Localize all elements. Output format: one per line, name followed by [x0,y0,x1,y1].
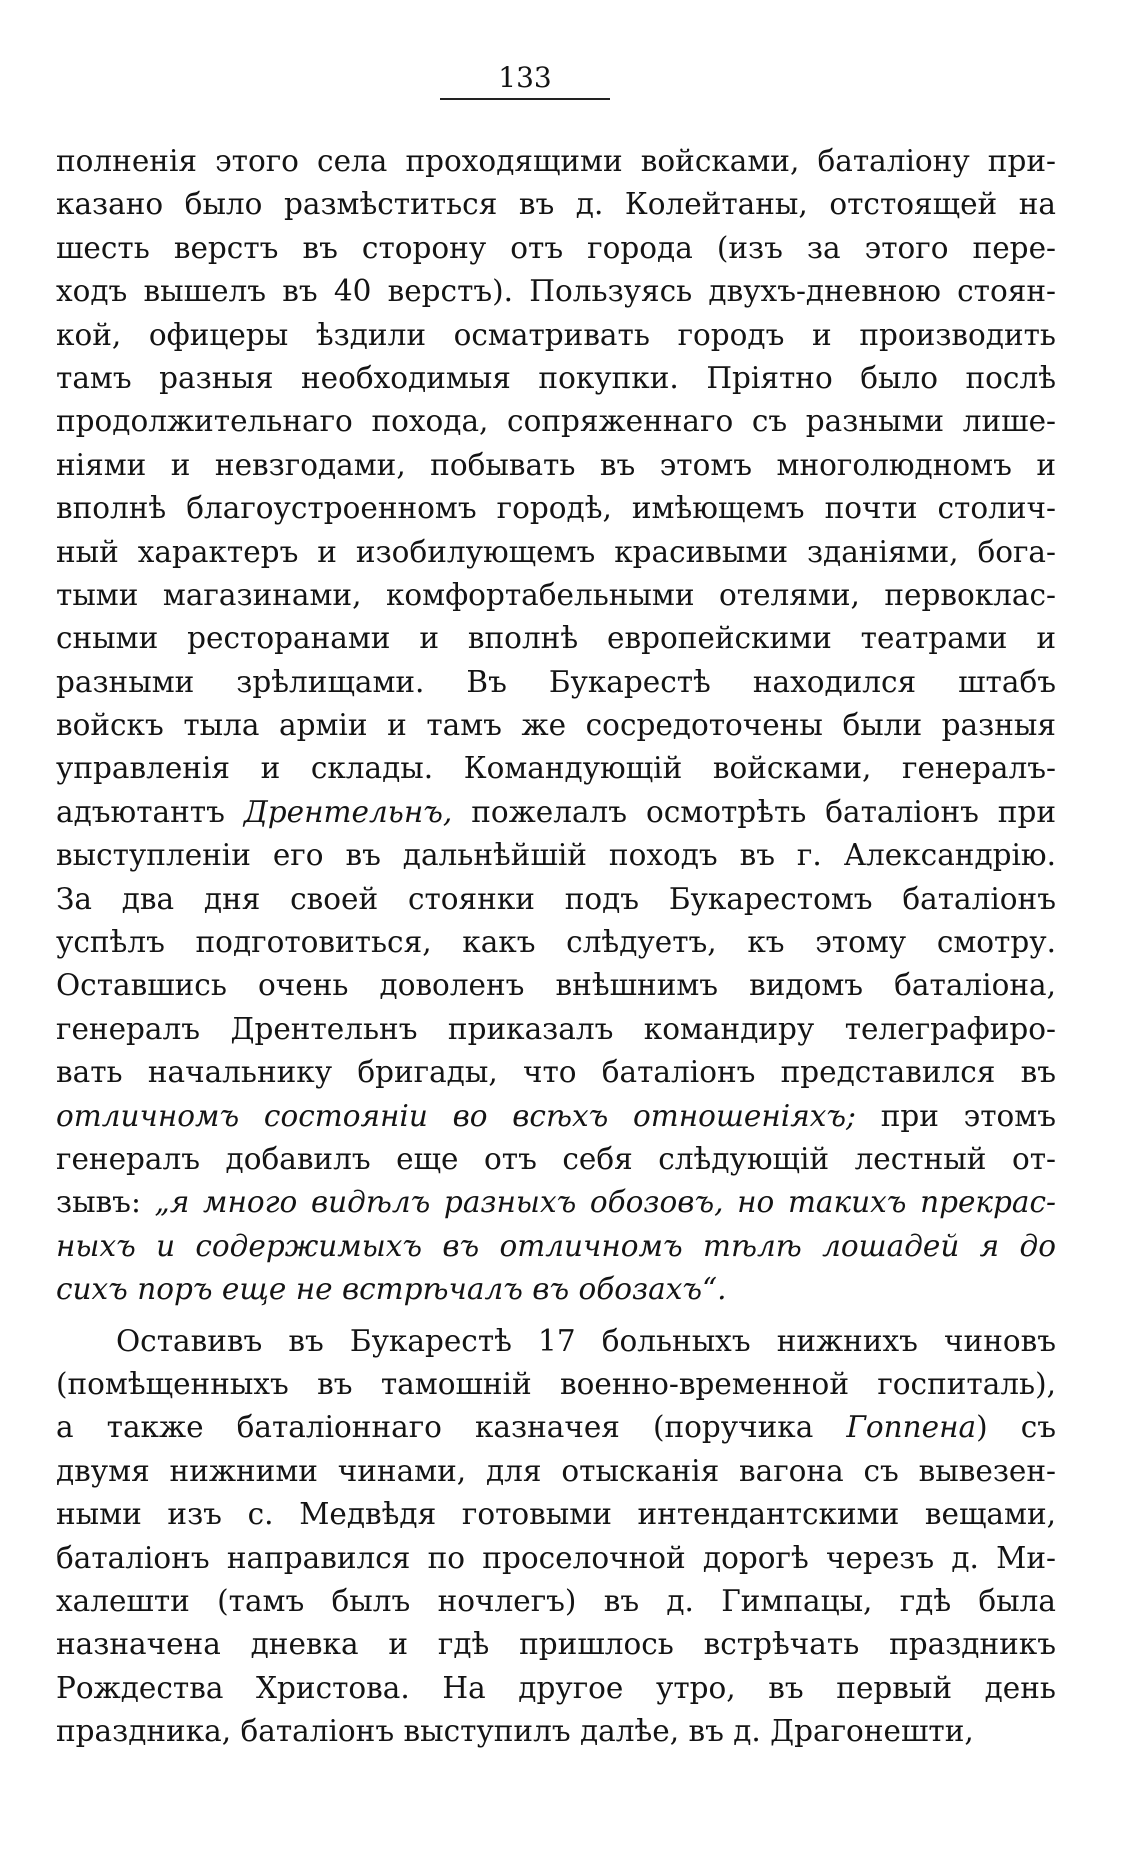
text-segment: полненія этого села проходящими войсками, баталіону при- [56,144,1056,178]
italic-segment: отличномъ состояніи во всѣхъ отношеніяхъ; [56,1098,856,1133]
text-line [56,487,1056,530]
text-line [56,1710,1056,1753]
text-segment: вать начальнику бригады, что баталіонъ представился въ [56,1055,1056,1090]
text-line [56,834,1056,877]
text-line [56,704,1056,747]
text-line [56,1138,1056,1181]
text-line [56,747,1056,790]
text-line [56,400,1056,443]
text-line [56,140,1056,183]
text-line [56,1181,1056,1224]
text-line [56,574,1056,617]
text-line [56,1667,1056,1710]
text-segment: зывъ: [56,1185,155,1220]
text-line [56,1493,1056,1536]
text-segment: ніями и невзгодами, побывать въ этомъ многолюдномъ и [56,447,1056,482]
text-line [56,1580,1056,1623]
text-segment: а также баталіоннаго казначея (поручика [56,1410,847,1445]
text-line [56,1095,1056,1138]
header-rule [440,98,610,100]
text-segment: тамъ разныя необходимыя покупки. Пріятно было послѣ [56,360,1056,395]
text-segment: сными ресторанами и вполнѣ европейскими театрами и [56,621,1056,656]
text-line [56,314,1056,357]
text-segment: продолжительнаго похода, сопряженнаго съ разными лише- [56,404,1056,439]
italic-segment: Дрентельнъ, [243,794,453,829]
text-line [56,878,1056,921]
text-segment: ными изъ с. Медвѣдя готовыми интендантскими вещами, [56,1497,1056,1532]
page-header [440,60,610,100]
text-line [56,1225,1056,1268]
italic-segment: Гоппена [846,1410,977,1445]
text-segment: За два дня своей стоянки подъ Букарестомъ баталіонъ [56,881,1056,916]
text-segment: успѣлъ подготовиться, какъ слѣдуетъ, къ этому смотру. [56,925,1056,960]
text-segment: баталіонъ направился по проселочной дорогѣ черезъ д. Ми- [56,1540,1056,1575]
text-line [56,1363,1056,1406]
text-segment: пожелалъ осмотрѣть баталіонъ при [452,794,1056,829]
italic-segment: сихъ поръ еще не встрѣчалъ въ обозахъ“. [56,1272,727,1307]
page-number: 133 [498,61,552,94]
text-line [56,1406,1056,1449]
text-line [56,1051,1056,1094]
text-segment: назначена дневка и гдѣ пришлось встрѣчать праздникъ [56,1627,1056,1662]
text-line [56,227,1056,270]
text-line [56,1537,1056,1580]
text-segment: халешти (тамъ былъ ночлегъ) въ д. Гимпацы, гдѣ была [56,1583,1056,1618]
text-segment: управленія и склады. Командующій войсками, генералъ- [56,751,1056,786]
text-segment: выступленіи его въ дальнѣйшій походъ въ г. Александрію. [56,838,1056,873]
text-line [56,1450,1056,1493]
text-line [56,1320,1056,1363]
italic-segment: ныхъ и содержимыхъ въ отличномъ тѣлѣ лошадей я до [56,1228,1056,1263]
italic-segment: „я много видѣлъ разныхъ обозовъ, но такихъ прекрас- [154,1185,1056,1220]
text-segment: праздника, баталіонъ выступилъ далѣе, въ д. Драгонешти, [56,1714,974,1749]
text-line [56,531,1056,574]
text-segment: ) съ [976,1410,1056,1445]
text-line [56,270,1056,313]
text-segment: войскъ тыла арміи и тамъ же сосредоточены были разныя [56,708,1056,743]
text-segment: Рождества Христова. На другое утро, въ первый день [56,1670,1056,1705]
text-line [56,921,1056,964]
text-segment: тыми магазинами, комфортабельными отелями, первоклас- [56,577,1056,612]
text-line [56,357,1056,400]
text-line [56,661,1056,704]
text-segment: кой, офицеры ѣздили осматривать городъ и производить [56,317,1056,352]
text-line [56,1008,1056,1051]
text-line [56,444,1056,487]
text-segment: казано было размѣститься въ д. Колейтаны, отстоящей на [56,187,1056,222]
text-line [56,791,1056,834]
text-segment: шесть верстъ въ сторону отъ города (изъ за этого пере- [56,230,1056,265]
text-segment: ный характеръ и изобилующемъ красивыми зданіями, бога- [56,534,1056,569]
text-line [56,617,1056,660]
text-line [56,183,1056,226]
text-line [56,1623,1056,1666]
text-segment: ходъ вышелъ въ 40 верстъ). Пользуясь двухъ-дневною стоян- [56,274,1056,309]
text-segment: генералъ добавилъ еще отъ себя слѣдующій лестный от- [56,1141,1056,1176]
text-segment: двумя нижними чинами, для отысканія вагона съ вывезен- [56,1453,1056,1488]
text-line [56,1268,1056,1311]
text-segment: Оставшись очень доволенъ внѣшнимъ видомъ баталіона, [56,968,1056,1003]
text-segment: адъютантъ [56,794,244,829]
body-text [56,140,1056,1753]
text-segment: генералъ Дрентельнъ приказалъ командиру телеграфиро- [56,1011,1056,1046]
text-segment: при этомъ [856,1098,1057,1133]
text-segment: (помѣщенныхъ въ тамошній военно-временной госпиталь), [56,1366,1056,1401]
text-segment: вполнѣ благоустроенномъ городѣ, имѣющемъ почти столич- [56,491,1056,526]
text-segment: Оставивъ въ Букарестѣ 17 больныхъ нижнихъ чиновъ [116,1323,1056,1358]
text-segment: разными зрѣлищами. Въ Букарестѣ находился штабъ [56,664,1056,699]
text-line [56,964,1056,1007]
